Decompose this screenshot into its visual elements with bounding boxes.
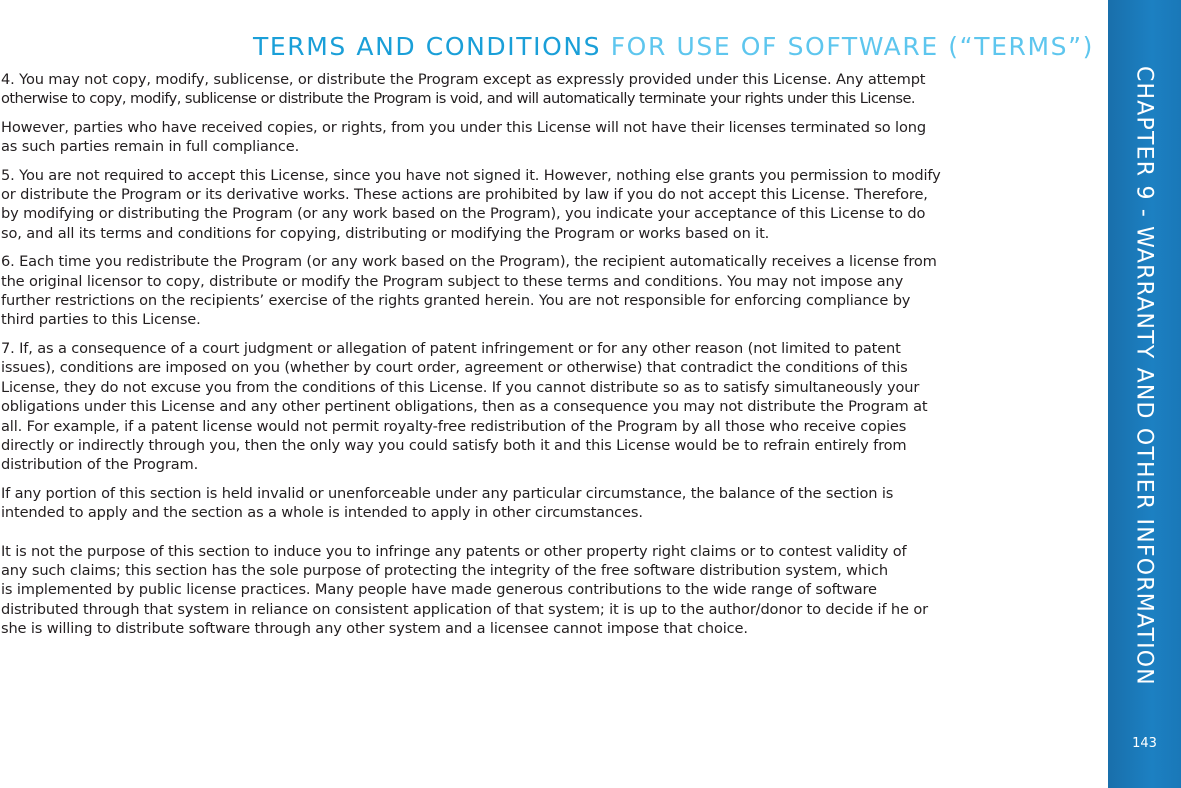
paragraph-section-7: [0, 339, 1082, 475]
text-line: 5. You are not required to accept this License, since you have not signed it. However, nothing else grants you permission to modify: [1, 166, 941, 184]
text-line: 6. Each time you redistribute the Program (or any work based on the Program), the recipient automatically receives a license from: [1, 253, 937, 271]
paragraph-severability: [0, 484, 1082, 523]
text-line: If any portion of this section is held invalid or unenforceable under any particular circumstance, the balance of the section is: [1, 484, 894, 502]
text-line: issues), conditions are imposed on you (whether by court order, agreement or otherwise) that contradict the conditions of this: [1, 359, 908, 377]
paragraph-section-5: [0, 166, 1082, 244]
text-line: distributed through that system in reliance on consistent application of that system; it is up to the author/donor to decide if he or: [1, 600, 928, 618]
text-line: by modifying or distributing the Program (or any work based on the Program), you indicate your acceptance of this License to do: [1, 205, 926, 223]
paragraph-section-6: [0, 252, 1082, 330]
text-line: directly or indirectly through you, then the only way you could satisfy both it and this License would be to refrain entirely from: [1, 436, 907, 454]
text-line: intended to apply and the section as a whole is intended to apply in other circumstances.: [1, 504, 643, 522]
text-line: distribution of the Program.: [1, 456, 199, 474]
text-line: third parties to this License.: [1, 311, 201, 329]
terms-body: [0, 70, 1082, 648]
chapter-label: CHAPTER 9 - WARRANTY AND OTHER INFORMATION: [1131, 66, 1157, 686]
text-line: is implemented by public license practices. Many people have made generous contributions to the wide range of software: [1, 581, 877, 599]
page-title: [0, 32, 1094, 61]
text-line: otherwise to copy, modify, sublicense or distribute the Program is void, and will automatically terminate your rights under this License.: [1, 90, 915, 108]
text-line: so, and all its terms and conditions for copying, distributing or modifying the Program or works based on it.: [1, 224, 770, 242]
page-title-main: TERMS AND CONDITIONS: [252, 32, 602, 61]
text-line: However, parties who have received copies, or rights, from you under this License will not have their licenses terminated so long: [1, 118, 926, 136]
page-number: 143: [1132, 736, 1157, 751]
text-line: License, they do not excuse you from the conditions of this License. If you cannot distribute so as to satisfy simultaneously your: [1, 378, 920, 396]
text-line: further restrictions on the recipients’ exercise of the rights granted herein. You are not responsible for enforcing compliance by: [1, 292, 911, 310]
text-line: she is willing to distribute software through any other system and a licensee cannot impose that choice.: [1, 620, 748, 638]
text-line: any such claims; this section has the sole purpose of protecting the integrity of the free software distribution system, which: [1, 561, 888, 579]
text-line: or distribute the Program or its derivative works. These actions are prohibited by law if you do not accept this License. Therefore,: [1, 186, 928, 204]
text-line: as such parties remain in full compliance.: [1, 138, 300, 156]
paragraph-purpose: [0, 542, 1082, 639]
page-title-sub: FOR USE OF SOFTWARE (“TERMS”): [610, 32, 1094, 61]
paragraph-section-4-continued: [0, 118, 1082, 157]
text-line: all. For example, if a patent license would not permit royalty-free redistribution of the Program by all those who receive copies: [1, 417, 907, 435]
text-line: 4. You may not copy, modify, sublicense, or distribute the Program except as expressly provided under this License. Any attempt: [1, 71, 926, 88]
text-line: the original licensor to copy, distribute or modify the Program subject to these terms and conditions. You may not impose any: [1, 272, 904, 290]
paragraph-section-4: [0, 70, 1082, 109]
text-line: It is not the purpose of this section to induce you to infringe any patents or other property right claims or to contest validity of: [1, 542, 907, 560]
text-line: obligations under this License and any other pertinent obligations, then as a consequence you may not distribute the Program at: [1, 398, 928, 416]
text-line: 7. If, as a consequence of a court judgment or allegation of patent infringement or for any other reason (not limited to patent: [1, 339, 901, 357]
